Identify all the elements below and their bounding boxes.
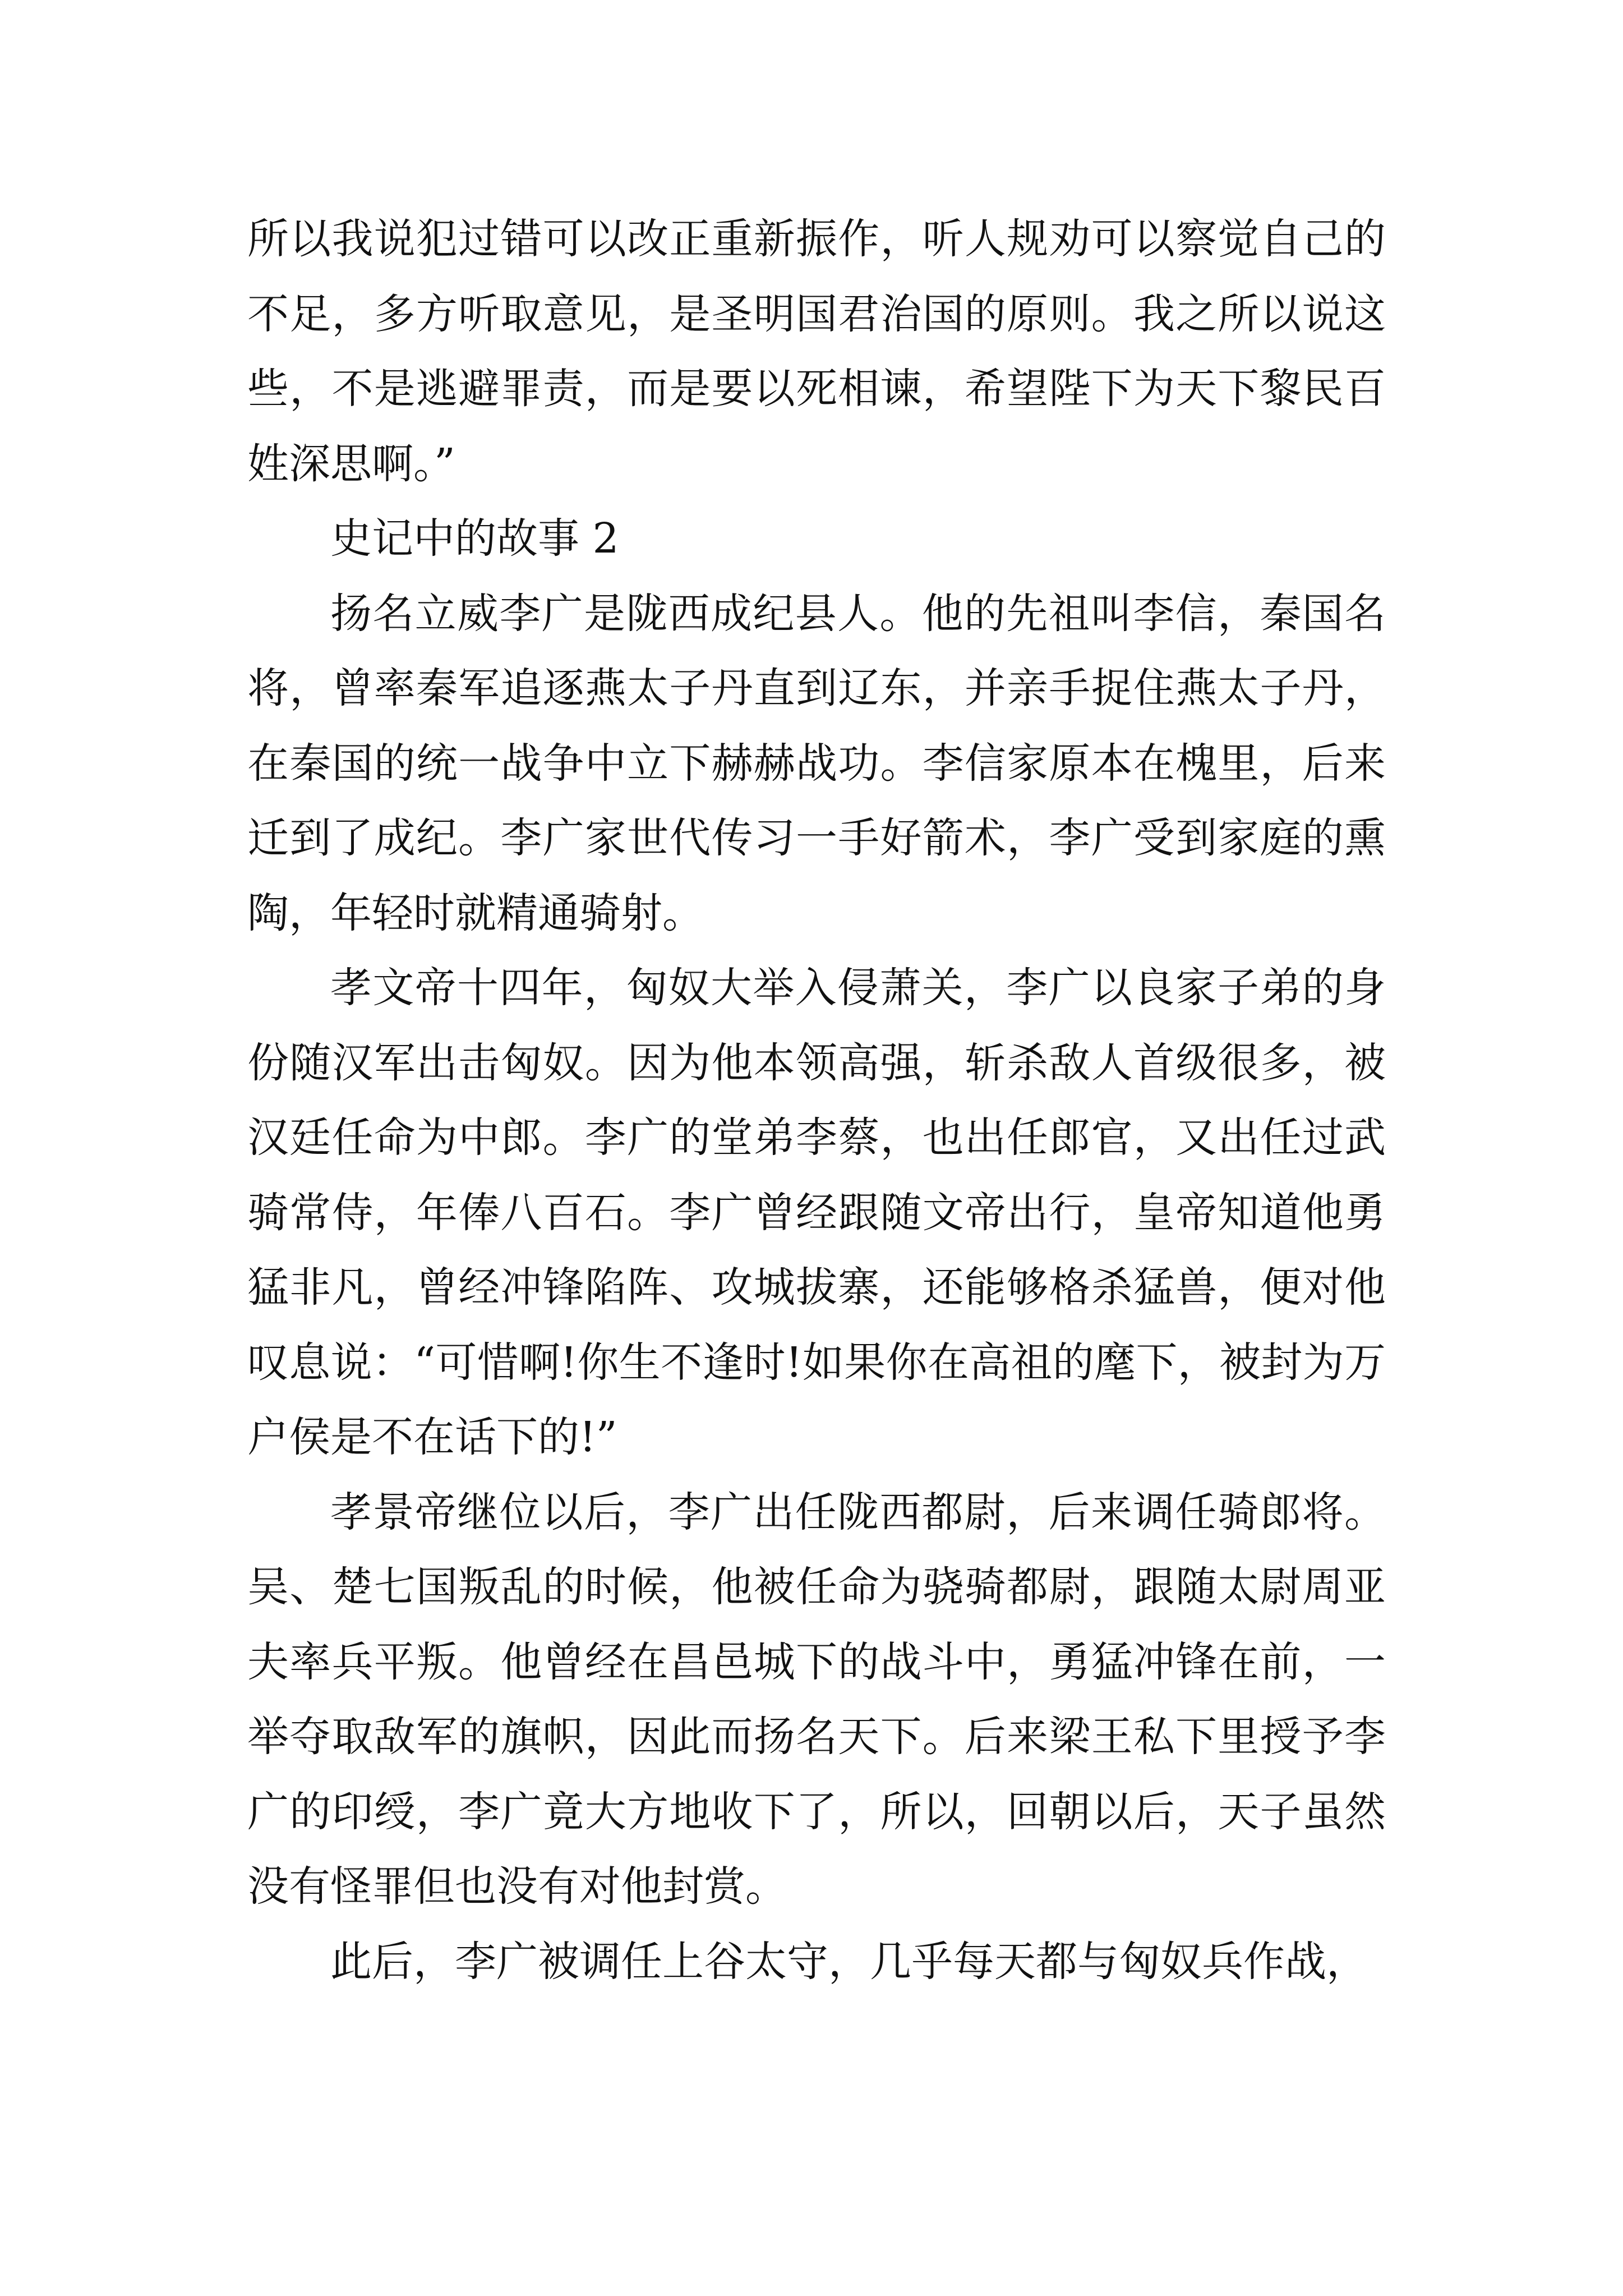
paragraph-emperor-wen: 孝文帝十四年，匈奴大举入侵萧关，李广以良家子弟的身份随汉军出击匈奴。因为他本领高强，斩杀敌人首级很多，被汉廷任命为中郎。李广的堂弟李蔡，也出任郎官，又出任过武骑常侍，年俸八百石。李广曾经跟随文帝出行，皇帝知道他勇猛非凡，曾经冲锋陷阵、攻城拔寨，还能够格杀猛兽，便对他叹息说：“可惜啊!你生不逢时!如果你在高祖的麾下，被封为万户侯是不在话下的!”	[247, 964, 1386, 1461]
paragraph-li-guang-origin: 扬名立威李广是陇西成纪县人。他的先祖叫李信，秦国名将，曾率秦军追逐燕太子丹直到辽东，并亲手捉住燕太子丹，在秦国的统一战争中立下赫赫战功。李信家原本在槐里，后来迁到了成纪。李广家世代传习一手好箭术，李广受到家庭的熏陶，年轻时就精通骑射。	[247, 589, 1386, 937]
paragraph-shanggu: 此后，李广被调任上谷太守，几乎每天都与匈奴兵作战，	[330, 1937, 1368, 1986]
paragraph-continuation: 所以我说犯过错可以改正重新振作，听人规劝可以察觉自己的不足，多方听取意见，是圣明国君治国的原则。我之所以说这些，不是逃避罪责，而是要以死相谏，希望陛下为天下黎民百姓深思啊。”	[247, 215, 1386, 488]
document-body	[247, 202, 1386, 1999]
section-heading: 史记中的故事 2	[330, 514, 619, 563]
paragraph-emperor-jing: 孝景帝继位以后，李广出任陇西都尉，后来调任骑郎将。吴、楚七国叛乱的时候，他被任命为骁骑都尉，跟随太尉周亚夫率兵平叛。他曾经在昌邑城下的战斗中，勇猛冲锋在前，一举夺取敌军的旗帜，因此而扬名天下。后来梁王私下里授予李广的印绶，李广竟大方地收下了，所以，回朝以后，天子虽然没有怪罪但也没有对他封赏。	[247, 1488, 1386, 1911]
